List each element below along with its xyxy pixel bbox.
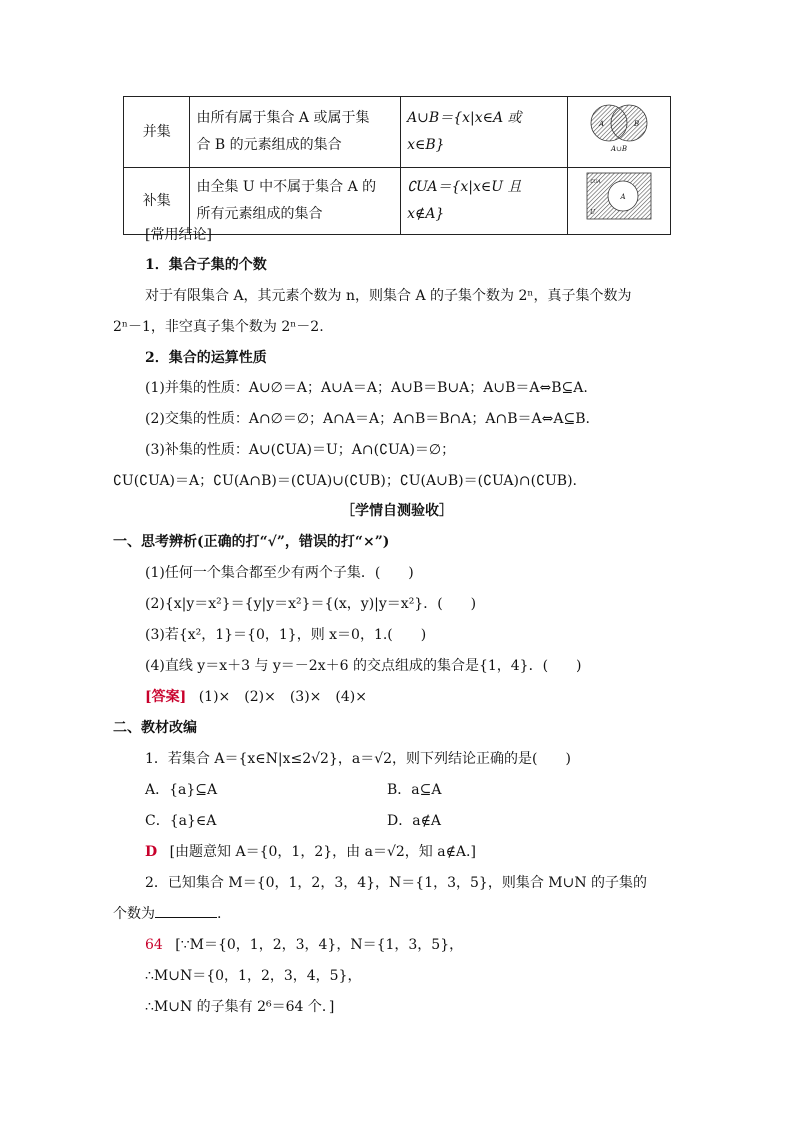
question-line: 1．若集合 A＝{x∈N|x≤2√2}，a＝√2，则下列结论正确的是( ) — [145, 751, 571, 767]
complement-venn-icon — [579, 170, 659, 222]
op-name: 补集 — [124, 168, 190, 235]
op-name: 并集 — [124, 97, 190, 168]
question-line: (2){x|y＝x²}＝{y|y＝x²}＝{(x，y)|y＝x²}．( ) — [145, 596, 477, 612]
question-line: (3)若{x²，1}＝{0，1}，则 x＝0，1.( ) — [145, 627, 427, 643]
op-formula — [401, 97, 568, 168]
section-title: 2．集合的运算性质 — [145, 350, 267, 366]
answer-line — [145, 688, 367, 706]
solution-line: ∴M∪N＝{0，1，2，3，4，5}， — [145, 968, 362, 984]
option-c: C．{a}∈A — [145, 813, 217, 829]
paragraph-line: 对于有限集合 A，其元素个数为 n，则集合 A 的子集个数为 2ⁿ，真子集个数为 — [145, 288, 632, 304]
part-title: 一、思考辨析(正确的打“√”，错误的打“×”) — [113, 534, 390, 550]
solution-line — [145, 936, 463, 954]
solution-line: ∴M∪N 的子集有 2⁶＝64 个．] — [145, 999, 335, 1015]
op-formula: ∁UA＝{x|x∈U 且 x∉A} — [401, 168, 568, 235]
question-text: 个数为 — [113, 906, 155, 922]
answer-letter: D — [145, 844, 158, 860]
section-title: 1．集合子集的个数 — [145, 257, 267, 273]
set-b-label: B — [633, 120, 639, 128]
option-d: D．a∉A — [387, 813, 442, 829]
op-description — [190, 97, 401, 168]
desc-line: 由全集 U 中不属于集合 A 的 — [196, 179, 377, 195]
common-conclusions-header: [常用结论] — [145, 227, 212, 243]
paragraph-line: 2ⁿ－1，非空真子集个数为 2ⁿ－2. — [113, 319, 324, 335]
formula-line: A∪B＝{x|x∈A 或 — [407, 110, 522, 126]
answer-value: 64 — [145, 937, 163, 953]
universe-label: U — [589, 209, 595, 216]
solution-line — [145, 843, 476, 861]
table-row — [124, 168, 671, 235]
answer-blank — [155, 905, 217, 918]
question-line: (4)直线 y＝x＋3 与 y＝－2x＋6 的交点组成的集合是{1，4}．( ) — [145, 658, 582, 674]
property-line: (3)补集的性质：A∪(∁UA)＝U；A∩(∁UA)＝∅； — [145, 442, 456, 458]
property-line: (1)并集的性质：A∪∅＝A；A∪A＝A；A∪B＝B∪A；A∪B＝A⇔B⊆A. — [145, 380, 588, 396]
property-line: ∁U(∁UA)＝A；∁U(A∩B)＝(∁UA)∪(∁UB)；∁U(A∪B)＝(∁UA)∩(∁UB). — [113, 473, 578, 489]
set-operations-table — [123, 96, 671, 235]
answer-text: (1)× (2)× (3)× (4)× — [198, 689, 367, 705]
set-a-label: A — [598, 120, 604, 128]
answer-label: [答案] — [145, 689, 187, 705]
solution-text: [∵M＝{0，1，2，3，4}，N＝{1，3，5}， — [175, 937, 464, 953]
option-a: A．{a}⊆A — [145, 782, 218, 798]
desc-line: 所有元素组成的集合 — [196, 206, 323, 222]
op-description — [190, 168, 401, 235]
question-line — [113, 905, 221, 923]
solution-text: [由题意知 A＝{0，1，2}，由 a＝√2，知 a∉A.] — [169, 844, 476, 860]
union-venn-icon — [579, 99, 659, 155]
diagram-caption: A∪B — [610, 145, 627, 153]
part-title: 二、教材改编 — [113, 720, 197, 736]
desc-line: 合 B 的元素组成的集合 — [196, 137, 342, 153]
question-line: (1)任何一个集合都至少有两个子集．( ) — [145, 565, 414, 581]
question-line: 2．已知集合 M＝{0，1，2，3，4}，N＝{1，3，5}，则集合 M∪N 的子集的 — [145, 875, 648, 891]
desc-line: 由所有属于集合 A 或属于集 — [196, 110, 370, 126]
table-row — [124, 97, 671, 168]
set-a-label: A — [620, 193, 626, 201]
question-end: . — [217, 906, 222, 922]
option-b: B．a⊆A — [387, 782, 442, 798]
complement-diagram — [567, 168, 670, 235]
self-test-heading: ［学情自测验收］ — [341, 503, 453, 519]
union-venn-diagram — [567, 97, 670, 168]
complement-label: ∁UA — [589, 179, 601, 185]
property-line: (2)交集的性质：A∩∅＝∅；A∩A＝A；A∩B＝B∩A；A∩B＝A⇔A⊆B. — [145, 411, 590, 427]
formula-line: x∈B} — [407, 137, 445, 153]
